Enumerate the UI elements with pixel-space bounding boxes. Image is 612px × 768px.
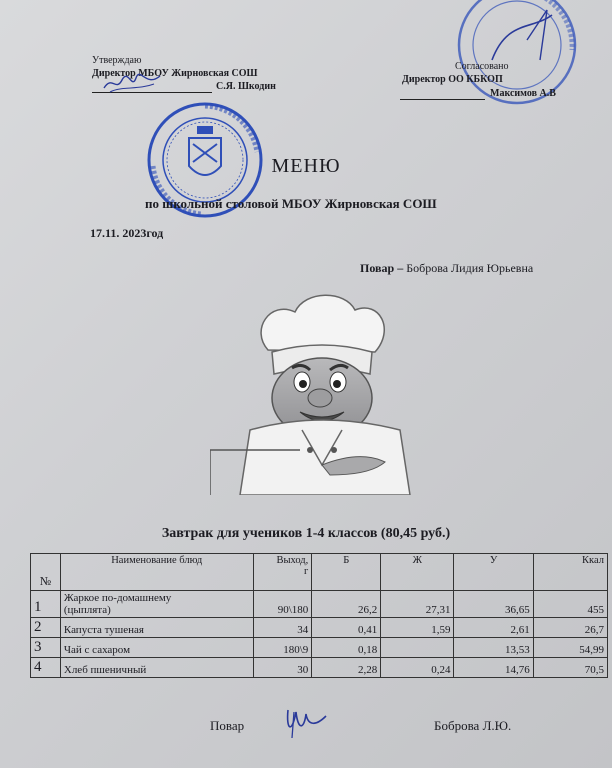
header-num: № <box>31 554 61 591</box>
page-title: МЕНЮ <box>271 155 341 177</box>
row-kcal: 455 <box>533 591 607 618</box>
row-kcal: 26,7 <box>533 618 607 638</box>
header-name: Наименование блюд <box>60 554 253 591</box>
header-yield: Выход, г <box>253 554 312 591</box>
approve-position: Директор МБОУ Жирновская СОШ <box>92 68 258 79</box>
row-u: 2,61 <box>454 618 533 638</box>
row-u: 13,53 <box>454 638 533 658</box>
approve-name: С.Я. Шкодин <box>216 81 276 92</box>
table-row <box>31 618 608 638</box>
row-b: 2,28 <box>312 658 381 678</box>
row-yield: 90\180 <box>253 591 312 618</box>
row-u: 14,76 <box>454 658 533 678</box>
footer-label: Повар <box>210 718 245 733</box>
cook-name: Боброва Лидия Юрьевна <box>406 261 534 275</box>
header-b: Б <box>312 554 381 591</box>
table-row <box>31 658 608 678</box>
header-kcal: Ккал <box>533 554 607 591</box>
menu-table <box>30 553 608 678</box>
row-name: Хлеб пшеничный <box>60 658 253 678</box>
cook-label: Повар – <box>360 261 404 275</box>
cook-line <box>360 261 533 276</box>
row-u: 36,65 <box>454 591 533 618</box>
director-signature-icon <box>102 70 162 96</box>
header-zh: Ж <box>381 554 454 591</box>
row-zh: 1,59 <box>381 618 454 638</box>
row-num: 1 <box>31 591 61 618</box>
meal-title: Завтрак для учеников 1-4 классов (80,45 руб.) <box>161 526 451 541</box>
menu-date: 17.11. 2023год <box>90 226 164 240</box>
agree-signature-line <box>400 99 485 100</box>
row-name: Чай с сахаром <box>60 638 253 658</box>
table-header-row <box>31 554 608 591</box>
row-zh <box>381 638 454 658</box>
table-row <box>31 638 608 658</box>
agree-name: Максимов А.В <box>490 88 556 99</box>
footer-name: Боброва Л.Ю. <box>434 718 512 733</box>
row-zh: 0,24 <box>381 658 454 678</box>
row-b: 0,41 <box>312 618 381 638</box>
row-yield: 34 <box>253 618 312 638</box>
row-name: Капуста тушеная <box>60 618 253 638</box>
row-yield: 30 <box>253 658 312 678</box>
row-kcal: 70,5 <box>533 658 607 678</box>
row-zh: 27,31 <box>381 591 454 618</box>
approve-title: Утверждаю <box>92 55 142 66</box>
agree-position: Директор ОО КБКОП <box>402 74 503 85</box>
cook-signature-icon <box>282 700 332 740</box>
agree-title: Согласовано <box>455 61 509 72</box>
page-subtitle: по школьной столовой МБОУ Жирновская СОШ <box>145 196 437 211</box>
row-name: Жаркое по-домашнему (цыплята) <box>60 591 253 618</box>
row-num: 3 <box>31 638 61 658</box>
row-b: 0,18 <box>312 638 381 658</box>
table-row <box>31 591 608 618</box>
row-yield: 180\9 <box>253 638 312 658</box>
chef-icon <box>210 290 450 495</box>
row-b: 26,2 <box>312 591 381 618</box>
row-num: 4 <box>31 658 61 678</box>
row-num: 2 <box>31 618 61 638</box>
row-kcal: 54,99 <box>533 638 607 658</box>
header-u: У <box>454 554 533 591</box>
